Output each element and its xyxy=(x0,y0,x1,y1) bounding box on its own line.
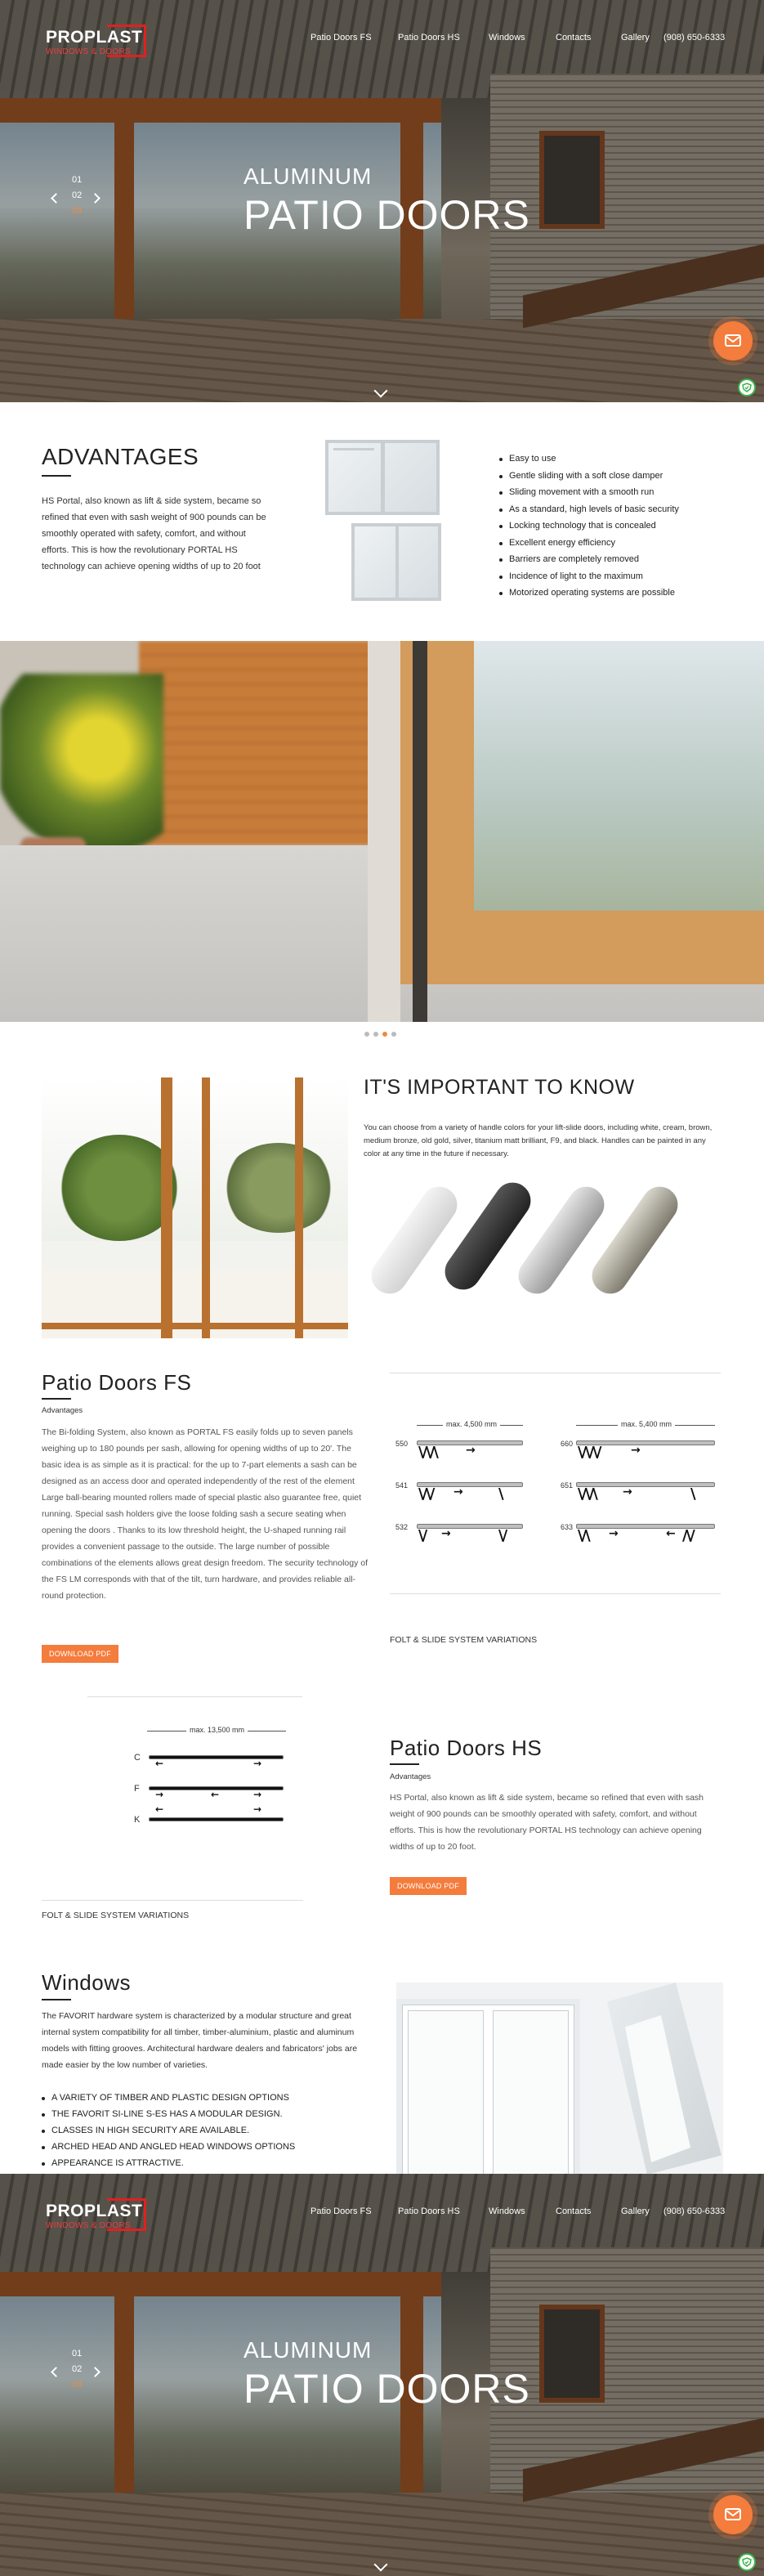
carousel-dot-active[interactable] xyxy=(382,1032,387,1037)
windows-title: Windows xyxy=(42,1970,131,1995)
title-underline xyxy=(42,1398,71,1400)
prev-arrow-icon[interactable] xyxy=(51,193,61,204)
shield-icon xyxy=(742,2557,752,2567)
fs-code: 541 xyxy=(395,1481,409,1490)
slide-number[interactable]: 02 xyxy=(72,190,83,200)
fs-title: Patio Doors FS xyxy=(42,1370,192,1395)
nav-gallery[interactable]: Gallery xyxy=(621,2206,650,2216)
nav-phone[interactable]: (908) 650-6333 xyxy=(663,33,726,43)
arrow-left-icon: ← xyxy=(155,1758,164,1769)
sliding-door-photo xyxy=(42,1077,348,1338)
arrow-right-icon: → xyxy=(623,1485,631,1499)
logo-name: PROPLAST xyxy=(46,28,143,47)
fs-subtitle: Advantages xyxy=(42,1406,83,1415)
hs-text: HS Portal, also known as lift & side system, became so refined that even with sash weight of 900 pounds can be smoothly operated with safety, comfort, and without efforts. This is how the revolutionary PORTAL HS technology can achieve opening widths of up to 20 foot. xyxy=(390,1793,704,1852)
advantages-list xyxy=(499,454,679,605)
fold-panels-icon: /\/ xyxy=(682,1527,694,1544)
fs-variations-diagram xyxy=(395,1414,723,1553)
hs-variations-diagram xyxy=(123,1717,294,1831)
hs-code: F xyxy=(134,1784,140,1794)
arrow-right-icon: → xyxy=(253,1789,262,1800)
arrow-left-icon: ← xyxy=(666,1527,674,1540)
carousel-dot[interactable] xyxy=(364,1032,369,1037)
hero-section xyxy=(0,0,764,402)
mail-icon xyxy=(725,2507,741,2521)
advantages-text: HS Portal, also known as lift & side system, became so refined that even with sash weight of 900 pounds can be smoothly operated with safety, comfort, and without efforts. This is how the revolutionary PORTAL HS technology can achieve opening widths of up to 20 foot xyxy=(42,496,266,571)
fs-code: 651 xyxy=(561,1481,574,1490)
slide-controls xyxy=(49,2347,106,2396)
mail-button[interactable] xyxy=(713,321,753,361)
nav-contacts[interactable]: Contacts xyxy=(556,33,592,43)
arrow-right-icon: → xyxy=(253,1758,262,1769)
fs-code: 550 xyxy=(395,1440,409,1448)
slide-number-active[interactable]: 03 xyxy=(72,206,83,216)
sliding-window-image xyxy=(325,440,440,515)
logo-sub: WINDOWS & DOORS xyxy=(46,47,131,56)
slide-number-active[interactable]: 03 xyxy=(72,2380,83,2390)
fold-panels-icon: \/\/\ xyxy=(578,1485,596,1503)
carousel-dot[interactable] xyxy=(391,1032,396,1037)
shield-icon xyxy=(742,383,752,392)
arrow-right-icon: → xyxy=(609,1527,617,1540)
arrow-right-icon: → xyxy=(253,1803,262,1815)
divider xyxy=(42,1900,303,1901)
fs-caption: FOLT & SLIDE SYSTEM VARIATIONS xyxy=(390,1635,538,1645)
important-title: IT'S IMPORTANT TO KNOW xyxy=(364,1076,635,1099)
arrow-right-icon: → xyxy=(441,1527,449,1540)
list-item: Motorized operating systems are possible xyxy=(499,588,679,605)
windows-text: The FAVORIT hardware system is characterized by a modular structure and great internal system compatibility for all timber, timber-aluminium, plastic and aluminum models with fitting grooves. Architectural hardware dealers and fabricators' jobs are made easier by the low number of varieties. xyxy=(42,2011,358,2070)
hs-code: K xyxy=(134,1815,141,1825)
list-item: ARCHED HEAD AND ANGLED HEAD WINDOWS OPTIONS xyxy=(42,2142,295,2158)
next-arrow-icon[interactable] xyxy=(90,2367,101,2377)
fold-panels-icon: \/\ xyxy=(578,1527,589,1544)
advantages-title: ADVANTAGES xyxy=(42,444,199,469)
logo-sub: WINDOWS & DOORS xyxy=(46,2221,131,2230)
fold-panels-icon: \/ xyxy=(418,1527,427,1544)
hs-code: C xyxy=(134,1753,141,1763)
hs-download-pdf-button[interactable]: DOWNLOAD PDF xyxy=(390,1877,467,1895)
hero-title-small: ALUMINUM xyxy=(243,2337,373,2363)
list-item: THE FAVORIT SI-LINE S-ES HAS A MODULAR DESIGN. xyxy=(42,2109,295,2126)
title-underline xyxy=(42,1999,71,2000)
list-item: APPEARANCE IS ATTRACTIVE. xyxy=(42,2158,295,2175)
nav-patio-doors-fs[interactable]: Patio Doors FS xyxy=(311,2206,372,2216)
arrow-right-icon: → xyxy=(631,1444,639,1457)
nav-patio-doors-hs[interactable]: Patio Doors HS xyxy=(398,33,460,43)
nav-patio-doors-fs[interactable]: Patio Doors FS xyxy=(311,33,372,43)
list-item: Easy to use xyxy=(499,454,679,471)
nav-windows[interactable]: Windows xyxy=(489,33,525,43)
fs-dim-left: max. 4,500 mm xyxy=(443,1420,500,1428)
fold-panels-icon: \/\/\ xyxy=(418,1444,437,1461)
list-item: Locking technology that is concealed xyxy=(499,521,679,538)
fs-code: 532 xyxy=(395,1523,409,1531)
tilt-window-image xyxy=(351,523,441,601)
fs-code: 660 xyxy=(561,1440,574,1448)
fs-download-pdf-button[interactable]: DOWNLOAD PDF xyxy=(42,1645,118,1663)
mail-icon xyxy=(725,334,741,347)
fs-text: The Bi-folding System, also known as PORTAL FS easily folds up to seven panels weighing up to 180 pounds per sash, allowing for opening widths of up to 20'. The basic idea is as simple as it is practical: for the up to 7-part elements a sash can be designed as an access door and operated independently of the rest of the element Large ball-bearing mounted rollers made of special plastic also guarantee free, quiet running. Special sash holders give the loose folding sash a secure seating when opening the doors . Thanks to its low threshold height, the U-shaped running rail provides a convenient passage to the outside. The large number of possible combinations of the elements allows great design freedom. The security technology of the FS LM corresponds with that of the tilt, turn hardware, and provides reliable all-round protection. xyxy=(42,1427,369,1601)
hs-title: Patio Doors HS xyxy=(390,1736,543,1760)
arrow-right-icon: → xyxy=(155,1789,164,1800)
slide-number[interactable]: 02 xyxy=(72,2364,83,2374)
handles-image xyxy=(372,1171,722,1334)
list-item: Incidence of light to the maximum xyxy=(499,571,679,589)
arrow-right-icon: → xyxy=(453,1485,462,1499)
fs-dim-right: max. 5,400 mm xyxy=(618,1420,675,1428)
important-text: You can choose from a variety of handle colors for your lift-slide doors, including white, cream, brown, medium bronze, old gold, silver, titanium matt brilliant, F9, and black. Handles can be painted in any color at any time in the future if necessary. xyxy=(364,1123,713,1158)
hero-section-sticky xyxy=(0,2174,764,2576)
list-item: Sliding movement with a smooth run xyxy=(499,487,679,504)
windows-image xyxy=(396,1982,723,2175)
fold-panels-icon: \/\/\/ xyxy=(578,1444,601,1461)
slide-number[interactable]: 01 xyxy=(72,175,83,185)
list-item: Gentle sliding with a soft close damper xyxy=(499,471,679,488)
fold-panels-icon: \/ xyxy=(498,1527,507,1544)
list-item: A VARIETY OF TIMBER AND PLASTIC DESIGN OPTIONS xyxy=(42,2093,295,2109)
fold-panel-icon: \ xyxy=(498,1485,503,1503)
windows-list xyxy=(42,2093,295,2175)
arrow-left-icon: ← xyxy=(155,1803,164,1815)
fold-panel-icon: \ xyxy=(690,1485,695,1503)
arrow-right-icon: → xyxy=(466,1444,474,1457)
security-badge[interactable] xyxy=(738,2553,756,2571)
divider xyxy=(87,1696,302,1697)
carousel-dots xyxy=(364,1032,396,1037)
list-item: As a standard, high levels of basic security xyxy=(499,504,679,522)
slide-controls xyxy=(49,173,106,222)
prev-arrow-icon[interactable] xyxy=(51,2367,61,2377)
logo[interactable] xyxy=(46,2198,146,2233)
nav-contacts[interactable]: Contacts xyxy=(556,2206,592,2216)
hero-title-small: ALUMINUM xyxy=(243,164,373,189)
hs-dim: max. 13,500 mm xyxy=(186,1726,248,1734)
hero-title-big: PATIO DOORS xyxy=(243,2366,530,2412)
title-underline xyxy=(390,1763,419,1765)
list-item: Excellent energy efficiency xyxy=(499,538,679,555)
list-item: Barriers are completely removed xyxy=(499,554,679,571)
nav-gallery[interactable]: Gallery xyxy=(621,33,650,43)
security-badge[interactable] xyxy=(738,379,756,396)
nav-patio-doors-hs[interactable]: Patio Doors HS xyxy=(398,2206,460,2216)
slide-number[interactable]: 01 xyxy=(72,2349,83,2359)
logo-name: PROPLAST xyxy=(46,2202,143,2220)
next-arrow-icon[interactable] xyxy=(90,193,101,204)
hs-subtitle: Advantages xyxy=(390,1772,431,1781)
divider xyxy=(390,1593,721,1594)
hs-caption: FOLT & SLIDE SYSTEM VARIATIONS xyxy=(42,1911,190,1920)
fold-panels-icon: \/\/ xyxy=(418,1485,434,1503)
logo[interactable] xyxy=(46,25,146,59)
fs-code: 633 xyxy=(561,1523,574,1531)
arrow-left-icon: ← xyxy=(211,1789,220,1800)
mail-button[interactable] xyxy=(713,2495,753,2534)
carousel-dot[interactable] xyxy=(373,1032,378,1037)
hero-title-big: PATIO DOORS xyxy=(243,192,530,238)
nav-phone[interactable]: (908) 650-6333 xyxy=(663,2206,726,2216)
patio-door-photo xyxy=(0,641,764,1022)
nav-windows[interactable]: Windows xyxy=(489,2206,525,2216)
title-underline xyxy=(42,475,71,477)
list-item: CLASSES IN HIGH SECURITY ARE AVAILABLE. xyxy=(42,2126,295,2142)
